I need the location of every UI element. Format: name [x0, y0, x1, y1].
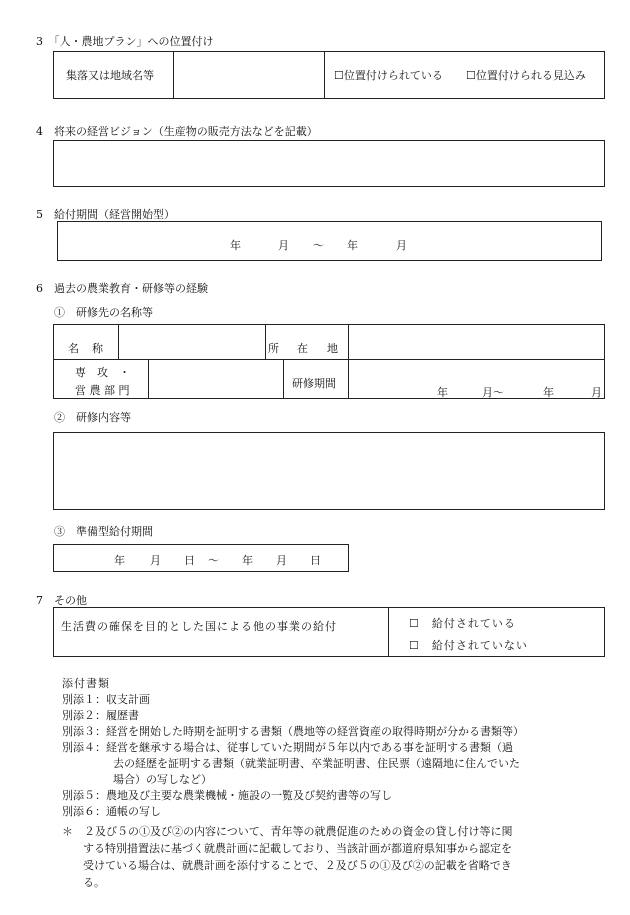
section7-heading: 7 その他	[36, 594, 87, 607]
attachment-3: 別添３：経営を開始した時期を証明する書類（農地等の経営資産の取得時期が分かる書類等）	[62, 725, 524, 738]
option-not-paid[interactable]: ☐ 給付されていない	[409, 639, 528, 652]
payment-period-box[interactable]	[57, 221, 602, 261]
subsection1-heading: ① 研修先の名称等	[54, 306, 153, 319]
area-name-field[interactable]	[174, 52, 324, 98]
attachment-4-line3: 場合）の写しなど）	[113, 773, 212, 786]
area-name-label: 集落又は地域名等	[66, 69, 154, 82]
subsection2-heading: ② 研修内容等	[54, 411, 131, 424]
note-line2: する特別措置法に基づく就農計画に記載しており、当該計画が都道府県知事から認定を	[83, 842, 512, 855]
attachment-4-line1: 別添４：経営を継承する場合は、従事していた期間が５年以内である事を証明する書類（過	[62, 741, 513, 754]
attachment-2: 別添２：履歴書	[62, 709, 139, 722]
day-label: 日	[310, 554, 321, 567]
attachment-6: 別添６：通帳の写し	[62, 805, 161, 818]
location-label-a: 所	[268, 342, 279, 355]
subsection3-heading: ③ 準備型給付期間	[54, 525, 153, 538]
year-label: 年	[114, 554, 125, 567]
day-label: 日	[184, 554, 195, 567]
major-label-line2: 営 農 部 門	[75, 384, 130, 397]
year-label: 年	[242, 554, 253, 567]
year-label: 年	[230, 239, 241, 252]
location-label-b: 在	[297, 342, 308, 355]
tilde-label: ～	[208, 554, 219, 567]
year-label: 年	[543, 386, 554, 399]
section6-heading: 6 過去の農業教育・研修等の経験	[36, 282, 208, 295]
section3-heading: 3 「人・農地プラン」への位置付け	[36, 35, 214, 48]
other-question: 生活費の確保を目的とした国による他の事業の給付	[61, 620, 337, 633]
month-label: 月	[396, 239, 407, 252]
tilde-label: ～	[313, 239, 324, 252]
month-label: 月	[150, 554, 161, 567]
name-label-b: 称	[92, 342, 103, 355]
training-content-field[interactable]	[53, 432, 605, 510]
month-label: 月	[591, 386, 602, 399]
training-location-field[interactable]	[349, 325, 604, 359]
note-line1: ＊ ２及び５の①及び②の内容について、青年等の就農促進のための資金の貸し付け等に関	[62, 825, 513, 838]
attachment-5: 別添５：農地及び主要な農業機械・施設の一覧及び契約書等の写し	[62, 789, 392, 802]
location-label-c: 地	[327, 342, 338, 355]
option-positioned[interactable]: ☐位置付けられている	[334, 69, 443, 82]
year-label: 年	[437, 386, 448, 399]
attachments-title: 添付書類	[62, 677, 110, 690]
section4-heading: 4 将来の経営ビジョン（生産物の販売方法などを記載）	[36, 125, 318, 138]
month-label: 月	[278, 239, 289, 252]
name-label-a: 名	[68, 342, 79, 355]
note-line4: る。	[83, 876, 105, 889]
option-paid[interactable]: ☐ 給付されている	[409, 617, 516, 630]
month-label: 月	[276, 554, 287, 567]
major-field[interactable]	[149, 360, 283, 398]
note-line3: 受けている場合は、就農計画を添付することで、２及び５の①及び②の記載を省略でき	[83, 859, 512, 872]
training-name-field[interactable]	[119, 325, 265, 359]
major-label-line1: 専 攻 ・	[75, 366, 130, 379]
vision-field[interactable]	[53, 140, 605, 187]
attachment-1: 別添１：収支計画	[62, 693, 150, 706]
year-label: 年	[347, 239, 358, 252]
option-expected[interactable]: ☐位置付けられる見込み	[466, 69, 586, 82]
attachment-4-line2: 去の経歴を証明する書類（就業証明書、卒業証明書、住民票（遠隔地に住んでいた	[113, 757, 520, 770]
prep-period-box[interactable]	[53, 544, 349, 572]
section5-heading: 5 給付期間（経営開始型）	[36, 208, 175, 221]
month-label: 月～	[482, 386, 504, 399]
training-period-label: 研修期間	[292, 377, 336, 390]
